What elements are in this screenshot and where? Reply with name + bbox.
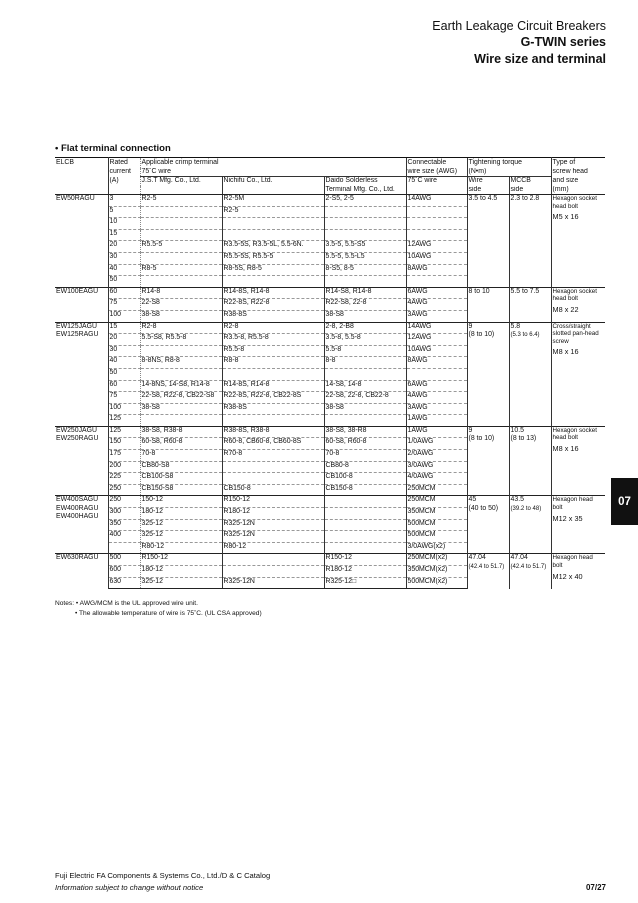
col-header-blank — [222, 186, 324, 195]
cell-awg: 10AWG — [406, 252, 467, 264]
col-header-mccb-side-2: side — [509, 186, 551, 195]
cell-torque-wire-side — [467, 322, 509, 426]
cell-daido: CB100-8 — [324, 473, 406, 485]
torque-value: 10.5 — [510, 426, 524, 434]
cell-nichifu: R14-8S, R14-8 — [222, 287, 324, 299]
cell-daido: 2-8, 2-B8 — [324, 322, 406, 334]
cell-jst — [140, 345, 222, 357]
elcb-model-name: EW400HAGU — [56, 513, 99, 521]
cell-nichifu: R8-5S, R8-5 — [222, 264, 324, 276]
cell-jst: 150-12 — [140, 496, 222, 508]
cell-torque-wire-side — [467, 287, 509, 322]
screw-size: M12 x 35 — [552, 513, 583, 523]
cell-screw-type — [551, 426, 605, 496]
cell-rated-current: 150 — [108, 438, 140, 450]
cell-daido: CB150-8 — [324, 484, 406, 496]
col-header-rated-2: current — [108, 168, 140, 177]
cell-daido — [324, 531, 406, 543]
cell-awg: 14AWG — [406, 322, 467, 334]
elcb-model-name: EW250JAGU — [56, 426, 97, 434]
cell-awg: 14AWG — [406, 195, 467, 207]
cell-jst: 5.5-S8, R5.5-8 — [140, 334, 222, 346]
cell-jst: 8-8NS, R8-8 — [140, 357, 222, 369]
cell-rated-current: 40 — [108, 264, 140, 276]
cell-nichifu — [222, 566, 324, 578]
cell-rated-current: 250 — [108, 496, 140, 508]
table-row — [55, 496, 605, 508]
screw-type: Hexagon socket head bolt — [552, 287, 597, 303]
col-header-type-1: Type of — [551, 158, 605, 168]
cell-jst — [140, 276, 222, 288]
torque-value: 3.5 to 4.5 — [468, 195, 498, 202]
cell-daido: 8-8 — [324, 357, 406, 369]
cell-rated-current: 125 — [108, 426, 140, 438]
cell-awg: 500MCM — [406, 519, 467, 531]
col-header-nichifu: Nichifu Co., Ltd. — [222, 177, 324, 186]
col-header-wire-side-1: Wire — [467, 177, 509, 186]
note-awg: Notes: • AWG/MCM is the UL approved wire unit. — [55, 600, 198, 607]
torque-value: 5.8 — [510, 322, 521, 330]
col-header-type-3: and size — [552, 176, 579, 184]
cell-daido: R14-S8, R14-8 — [324, 287, 406, 299]
col-header-blank — [140, 186, 222, 195]
screw-size: M8 x 22 — [552, 304, 579, 314]
screw-size: M12 x 40 — [552, 571, 583, 581]
col-header-75c: 75˚C wire — [406, 177, 467, 186]
cell-rated-current: 30 — [108, 252, 140, 264]
footer-disclaimer: Information subject to change without notice — [55, 883, 204, 892]
cell-awg: 350MCM(x2) — [406, 566, 467, 578]
cell-rated-current: 300 — [108, 508, 140, 520]
cell-nichifu — [222, 461, 324, 473]
cell-awg: 3AWG — [406, 403, 467, 415]
cell-nichifu — [222, 415, 324, 427]
elcb-model-name: EW100EAGU — [56, 287, 99, 295]
col-header-crimp: Applicable crimp terminal — [140, 158, 406, 168]
cell-jst: 60-S8, R60-8 — [140, 438, 222, 450]
torque-value: 47.04 — [468, 554, 486, 562]
cell-jst: 22-S8 — [140, 299, 222, 311]
cell-jst — [140, 252, 222, 264]
elcb-model-name: EW125RAGU — [56, 331, 99, 339]
cell-rated-current: 600 — [108, 566, 140, 578]
cell-jst: 14-8NS, 14-S8, R14-8 — [140, 380, 222, 392]
cell-awg: 4AWG — [406, 299, 467, 311]
cell-daido — [324, 206, 406, 218]
table-row — [55, 554, 605, 566]
screw-size: M8 x 16 — [552, 347, 579, 357]
cell-awg: 350MCM — [406, 508, 467, 520]
wire-size-table-wrapper — [55, 157, 605, 589]
col-header-elcb: ELCB — [55, 158, 108, 186]
page-header — [432, 18, 606, 67]
torque-value: (42.4 to 51.7) — [510, 563, 547, 570]
screw-type: Hexagon head bolt — [552, 554, 593, 569]
table-header-row — [55, 158, 605, 168]
cell-awg — [406, 218, 467, 230]
cell-awg: 3AWG — [406, 310, 467, 322]
page-number: 07/27 — [585, 883, 606, 892]
cell-jst: R2-5 — [140, 195, 222, 207]
cell-daido: 14-S8, 14-8 — [324, 380, 406, 392]
cell-jst: 325-12 — [140, 519, 222, 531]
cell-rated-current: 250 — [108, 484, 140, 496]
cell-nichifu: R325-12N — [222, 519, 324, 531]
cell-awg: 8AWG — [406, 264, 467, 276]
cell-elcb-model — [55, 322, 108, 426]
torque-value: 43.5 — [510, 496, 524, 504]
cell-awg: 6AWG — [406, 287, 467, 299]
cell-daido: 8-S5, 8-5 — [324, 264, 406, 276]
cell-rated-current: 15 — [108, 229, 140, 241]
cell-rated-current: 20 — [108, 334, 140, 346]
cell-rated-current: 630 — [108, 577, 140, 589]
cell-elcb-model — [55, 287, 108, 322]
cell-jst: R2-8 — [140, 322, 222, 334]
cell-jst: CB100-S8 — [140, 473, 222, 485]
col-header-rated-3: (A) — [108, 177, 140, 186]
cell-jst: R80-12 — [140, 542, 222, 554]
cell-nichifu: R150-12 — [222, 496, 324, 508]
cell-daido: R325-12□ — [324, 577, 406, 589]
cell-awg: 1/0AWG — [406, 438, 467, 450]
col-header-wire-side-2: side — [467, 186, 509, 195]
torque-value: 5.5 to 7.5 — [510, 287, 540, 295]
screw-type: Hexagon socket head bolt — [552, 426, 597, 442]
screw-type: Hexagon head bolt — [552, 496, 593, 512]
cell-nichifu: R38-8S, R38-8 — [222, 426, 324, 438]
cell-jst — [140, 229, 222, 241]
screw-size: M8 x 16 — [552, 444, 579, 454]
cell-elcb-model — [55, 554, 108, 589]
cell-rated-current: 60 — [108, 380, 140, 392]
cell-screw-type — [551, 287, 605, 322]
cell-rated-current: 400 — [108, 531, 140, 543]
cell-daido: 5.5-5, 5.5-L5 — [324, 252, 406, 264]
elcb-model-name: EW50RAGU — [56, 195, 95, 202]
torque-value: (42.4 to 51.7) — [468, 563, 505, 570]
cell-awg: 12AWG — [406, 334, 467, 346]
col-header-connectable: Connectable — [406, 158, 467, 168]
table-header-row — [55, 177, 605, 186]
cell-rated-current: 60 — [108, 287, 140, 299]
cell-jst: 180-12 — [140, 566, 222, 578]
cell-daido: 2-S5, 2-5 — [324, 195, 406, 207]
header-series: G-TWIN series — [520, 35, 606, 49]
cell-daido: 22-S8, 22-8, CB22-8 — [324, 392, 406, 404]
cell-awg: 12AWG — [406, 241, 467, 253]
cell-rated-current: 10 — [108, 218, 140, 230]
cell-nichifu: R14-8S, R14-8 — [222, 380, 324, 392]
cell-daido — [324, 519, 406, 531]
cell-rated-current: 75 — [108, 392, 140, 404]
cell-rated-current: 350 — [108, 519, 140, 531]
cell-nichifu — [222, 229, 324, 241]
cell-jst: 38-S8, R38-8 — [140, 426, 222, 438]
col-header-mccb-side-1: MCCB — [509, 177, 551, 186]
cell-nichifu — [222, 473, 324, 485]
cell-nichifu: R2-8 — [222, 322, 324, 334]
cell-nichifu: R325-12N — [222, 531, 324, 543]
cell-nichifu: R22-8S, R22-8, CB22-8S — [222, 392, 324, 404]
notes — [55, 599, 262, 618]
cell-torque-mccb-side — [509, 287, 551, 322]
cell-jst: 325-12 — [140, 531, 222, 543]
header-subtitle: Wire size and terminal — [474, 52, 606, 66]
cell-rated-current: 20 — [108, 241, 140, 253]
wire-size-table — [55, 157, 605, 589]
cell-jst: R8-5 — [140, 264, 222, 276]
torque-value: (8 to 10) — [468, 331, 495, 339]
col-header-nm: (N•m) — [467, 168, 551, 177]
torque-value: (8 to 10) — [468, 435, 495, 443]
cell-nichifu: R180-12 — [222, 508, 324, 520]
cell-nichifu: R8-8 — [222, 357, 324, 369]
cell-nichifu: R80-12 — [222, 542, 324, 554]
screw-type: Hexagon socket head bolt — [552, 195, 597, 210]
cell-daido: R150-12 — [324, 554, 406, 566]
col-header-daido-1: Daido Solderless — [325, 177, 378, 184]
cell-jst: 325-12 — [140, 577, 222, 589]
elcb-model-name: EW125JAGU — [56, 322, 97, 330]
col-header-daido-2: Terminal Mfg. Co., Ltd. — [324, 186, 406, 195]
torque-value: 8 to 10 — [468, 287, 490, 295]
header-category: Earth Leakage Circuit Breakers — [432, 19, 606, 33]
table-row — [55, 426, 605, 438]
col-header-blank — [406, 186, 467, 195]
elcb-model-name: EW400RAGU — [56, 504, 99, 512]
cell-screw-type — [551, 322, 605, 426]
cell-jst: 38-S8 — [140, 403, 222, 415]
cell-elcb-model — [55, 195, 108, 288]
cell-awg: 250MCM(x2) — [406, 554, 467, 566]
cell-awg: 500MCM(x2) — [406, 577, 467, 589]
cell-torque-mccb-side — [509, 426, 551, 496]
cell-elcb-model — [55, 496, 108, 554]
cell-jst: 70-8 — [140, 450, 222, 462]
cell-daido: 5.5-8 — [324, 345, 406, 357]
cell-elcb-model — [55, 426, 108, 496]
cell-daido — [324, 218, 406, 230]
cell-daido: CB80-8 — [324, 461, 406, 473]
table-row — [55, 195, 605, 207]
cell-awg: 250MCM — [406, 484, 467, 496]
cell-daido — [324, 542, 406, 554]
torque-value: (40 to 50) — [468, 504, 499, 512]
cell-rated-current: 75 — [108, 299, 140, 311]
cell-daido — [324, 276, 406, 288]
cell-daido: 38-S8, 38-R8 — [324, 426, 406, 438]
cell-nichifu — [222, 218, 324, 230]
cell-daido — [324, 415, 406, 427]
cell-screw-type — [551, 496, 605, 554]
cell-screw-type — [551, 195, 605, 288]
col-header-wire-size: wire size (AWG) — [406, 168, 467, 177]
cell-daido: 60-S8, R60-8 — [324, 438, 406, 450]
cell-rated-current: 100 — [108, 310, 140, 322]
elcb-model-name: EW250RAGU — [56, 435, 99, 443]
cell-daido: 70-8 — [324, 450, 406, 462]
cell-daido: 38-S8 — [324, 403, 406, 415]
cell-nichifu: R70-8 — [222, 450, 324, 462]
cell-daido: 38-S8 — [324, 310, 406, 322]
torque-value: 47.04 — [510, 554, 528, 562]
cell-rated-current: 500 — [108, 554, 140, 566]
cell-jst: 180-12 — [140, 508, 222, 520]
cell-torque-wire-side — [467, 195, 509, 288]
cell-awg: 1AWG — [406, 426, 467, 438]
cell-screw-type — [551, 554, 605, 589]
cell-jst: R150-12 — [140, 554, 222, 566]
cell-rated-current: 200 — [108, 461, 140, 473]
table-row — [55, 322, 605, 334]
cell-rated-current: 100 — [108, 403, 140, 415]
cell-jst — [140, 368, 222, 380]
torque-value: (8 to 13) — [510, 435, 537, 443]
cell-awg — [406, 276, 467, 288]
cell-daido — [324, 508, 406, 520]
cell-nichifu: R5.5-5S, R5.5-5 — [222, 252, 324, 264]
cell-torque-mccb-side — [509, 496, 551, 554]
cell-rated-current: 3 — [108, 195, 140, 207]
cell-jst: 22-S8, R22-8, CB22-S8 — [140, 392, 222, 404]
col-header-torque: Tightening torque — [467, 158, 551, 168]
cell-awg: 3/0AWG(x2) — [406, 542, 467, 554]
torque-value: 2.3 to 2.8 — [510, 195, 540, 202]
table-row — [55, 287, 605, 299]
cell-rated-current: 225 — [108, 473, 140, 485]
cell-awg: 3/0AWG — [406, 461, 467, 473]
cell-nichifu: CB150-8 — [222, 484, 324, 496]
cell-awg: 1AWG — [406, 415, 467, 427]
table-header-row — [55, 186, 605, 195]
cell-daido: R180-12 — [324, 566, 406, 578]
footer-company: Fuji Electric FA Components & Systems Co., Ltd./D & C Catalog — [55, 871, 271, 880]
cell-nichifu: R2-5M — [222, 195, 324, 207]
torque-value: (39.2 to 48) — [510, 505, 542, 512]
cell-awg: 10AWG — [406, 345, 467, 357]
cell-awg — [406, 206, 467, 218]
cell-awg: 6AWG — [406, 380, 467, 392]
note-temperature: • The allowable temperature of wire is 75˚C. (UL CSA approved) — [75, 609, 262, 617]
col-header-jst: J.S.T Mfg. Co., Ltd. — [140, 177, 222, 186]
cell-awg: 8AWG — [406, 357, 467, 369]
cell-nichifu: R325-12N — [222, 577, 324, 589]
cell-rated-current: 50 — [108, 368, 140, 380]
cell-daido — [324, 368, 406, 380]
col-header-blank — [108, 186, 140, 195]
col-header-75c-wire: 75˚C wire — [140, 168, 406, 177]
torque-value: 9 — [468, 426, 473, 434]
table-header-row — [55, 168, 605, 177]
torque-value: 45 — [468, 496, 477, 504]
torque-value: (5.3 to 6.4) — [510, 332, 540, 339]
col-header-blank — [55, 186, 108, 195]
screw-type: Cross/straight slotted pan-head screw — [552, 322, 599, 345]
cell-daido — [324, 229, 406, 241]
cell-torque-wire-side — [467, 554, 509, 589]
cell-nichifu: R3.5-8, R5.5-8 — [222, 334, 324, 346]
cell-nichifu: R60-8, CB60-8, CB60-8S — [222, 438, 324, 450]
chapter-tab: 07 — [611, 478, 638, 525]
cell-rated-current: 175 — [108, 450, 140, 462]
col-header-rated-1: Rated — [108, 158, 140, 168]
cell-rated-current: 5 — [108, 206, 140, 218]
cell-awg — [406, 229, 467, 241]
cell-rated-current: 40 — [108, 357, 140, 369]
cell-rated-current: 50 — [108, 276, 140, 288]
torque-value: 9 — [468, 322, 473, 330]
cell-nichifu: R3.5-5S, R3.5-5L, 5.5-6N. — [222, 241, 324, 253]
cell-jst — [140, 218, 222, 230]
cell-daido: R22-S8, 22-8 — [324, 299, 406, 311]
cell-awg: 4AWG — [406, 392, 467, 404]
cell-nichifu — [222, 276, 324, 288]
cell-torque-wire-side — [467, 426, 509, 496]
cell-nichifu — [222, 368, 324, 380]
cell-jst: CB80-S8 — [140, 461, 222, 473]
cell-jst — [140, 415, 222, 427]
cell-awg — [406, 368, 467, 380]
section-title: • Flat terminal connection — [55, 143, 171, 154]
cell-awg: 250MCM — [406, 496, 467, 508]
cell-nichifu: R38-8S — [222, 403, 324, 415]
cell-torque-mccb-side — [509, 195, 551, 288]
cell-nichifu: R38-8S — [222, 310, 324, 322]
elcb-model-name: EW630RAGU — [56, 554, 99, 562]
cell-torque-mccb-side — [509, 554, 551, 589]
cell-jst — [140, 206, 222, 218]
cell-daido — [324, 496, 406, 508]
cell-awg: 2/0AWG — [406, 450, 467, 462]
cell-rated-current — [108, 542, 140, 554]
cell-jst: R5.5-5 — [140, 241, 222, 253]
cell-torque-wire-side — [467, 496, 509, 554]
cell-jst: 38-S8 — [140, 310, 222, 322]
screw-size: M5 x 16 — [552, 212, 579, 222]
cell-awg: 4/0AWG — [406, 473, 467, 485]
cell-torque-mccb-side — [509, 322, 551, 426]
cell-rated-current: 125 — [108, 415, 140, 427]
col-header-type-2: screw head — [552, 167, 588, 175]
cell-jst: R14-8 — [140, 287, 222, 299]
cell-daido: 3.5-5, 5.5-S5 — [324, 241, 406, 253]
cell-daido: 3.5-8, 5.5-8 — [324, 334, 406, 346]
cell-nichifu: R2-5 — [222, 206, 324, 218]
cell-awg: 500MCM — [406, 531, 467, 543]
cell-nichifu: R22-8S, R22-8 — [222, 299, 324, 311]
cell-nichifu — [222, 554, 324, 566]
elcb-model-name: EW400SAGU — [56, 496, 99, 504]
cell-rated-current: 15 — [108, 322, 140, 334]
cell-nichifu: R5.5-8 — [222, 345, 324, 357]
col-header-type-4: (mm) — [551, 186, 605, 195]
cell-jst: CB150-S8 — [140, 484, 222, 496]
cell-rated-current: 30 — [108, 345, 140, 357]
